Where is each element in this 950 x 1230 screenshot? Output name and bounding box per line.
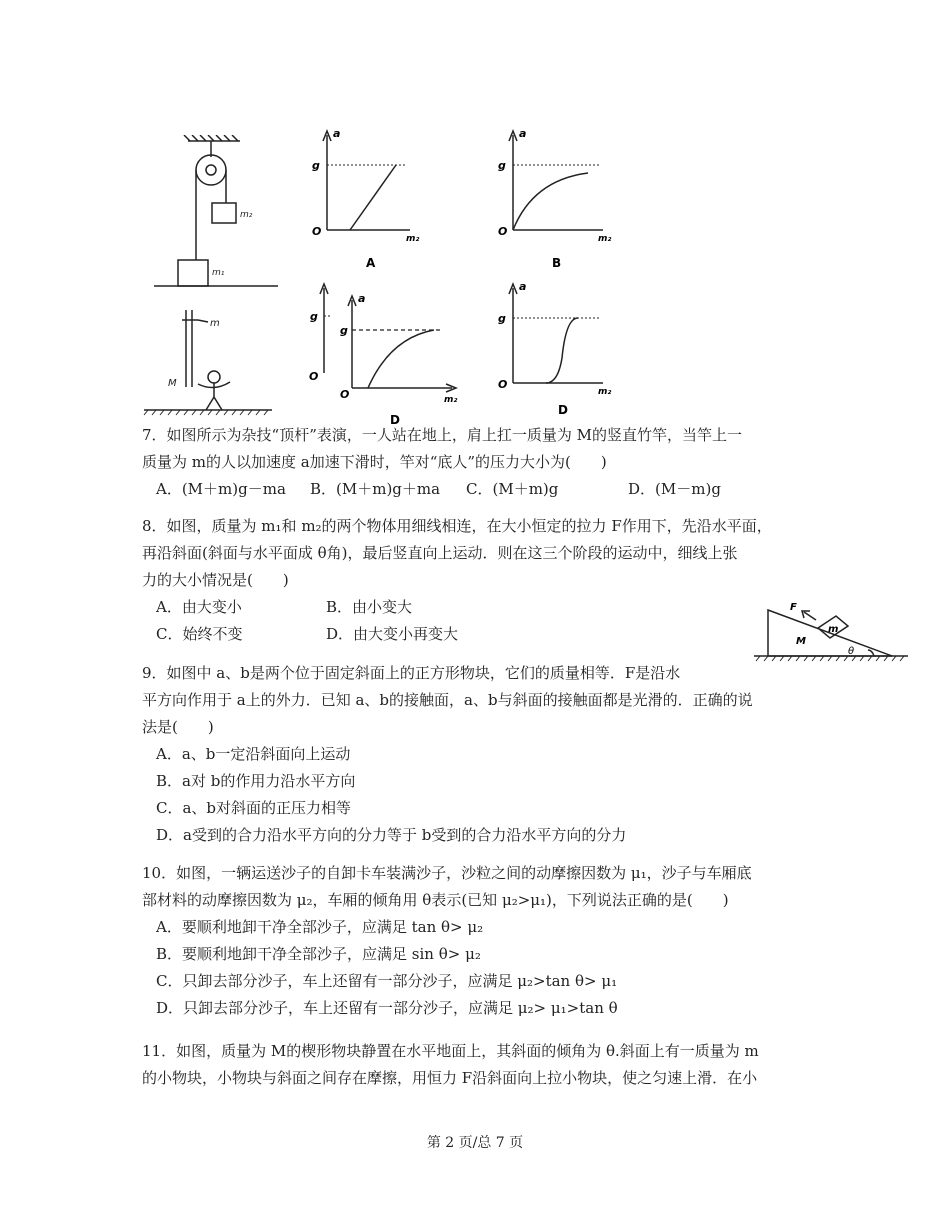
pole-label-M: M <box>168 378 177 389</box>
incline-label-F: F <box>790 602 797 613</box>
pole-figure <box>142 302 282 417</box>
graph-a-axis-g: g <box>312 159 320 172</box>
graph-d-axis-a: a <box>519 280 527 293</box>
q9-option-a: A．a、b一定沿斜面向上运动 <box>156 745 351 763</box>
q8-option-d: D．由大变小再变大 <box>326 625 459 643</box>
graph-b-axis-a: a <box>519 127 527 140</box>
q9-line-2: 平方向作用于 a上的外力．已知 a、b的接触面，a、b与斜面的接触面都是光滑的．正确的说 <box>142 691 753 709</box>
q10-option-c: C．只卸去部分沙子，车上还留有一部分沙子，应满足 μ₂>tan θ> μ₁ <box>156 972 618 990</box>
graph-c <box>302 278 472 428</box>
question-9 <box>142 660 822 849</box>
q10-option-a: A．要顺利地卸干净全部沙子，应满足 tan θ> μ₂ <box>156 918 484 936</box>
graph-c-axis-a: a <box>358 292 366 305</box>
q11-line-1: 11．如图，质量为 M的楔形物块静置在水平地面上，其斜面的倾角为 θ.斜面上有一质量为 m <box>142 1042 759 1060</box>
incline-label-M: M <box>796 636 806 647</box>
q7-option-d: D．(M－m)g <box>628 480 721 498</box>
q8-line-1: 8．如图，质量为 m₁和 m₂的两个物体用细线相连，在大小恒定的拉力 F作用下，先沿水平面， <box>142 517 772 535</box>
page-footer: 第 2 页/总 7 页 <box>426 1135 524 1151</box>
pulley-label-m1: m₁ <box>212 268 225 278</box>
graph-a <box>302 125 422 275</box>
q7-option-b: B．(M＋m)g＋ma <box>310 480 441 498</box>
q7-option-a: A．(M＋m)g－ma <box>156 480 286 498</box>
graph-c-axis-g: g <box>340 324 348 337</box>
pole-label-m: m <box>210 318 220 329</box>
q9-option-c: C．a、b对斜面的正压力相等 <box>156 799 352 817</box>
graph-d-origin: O <box>498 378 508 391</box>
q8-option-c: C．始终不变 <box>156 625 243 643</box>
question-7 <box>142 422 822 503</box>
q7-options <box>142 476 822 503</box>
q9-line-1: 9．如图中 a、b是两个位于固定斜面上的正方形物块，它们的质量相等．F是沿水 <box>142 664 681 682</box>
question-10 <box>142 860 822 1022</box>
q10-option-d: D．只卸去部分沙子，车上还留有一部分沙子，应满足 μ₂> μ₁>tan θ <box>156 999 618 1017</box>
q10-line-1: 10．如图，一辆运送沙子的自卸卡车装满沙子，沙粒之间的动摩擦因数为 μ₁，沙子与车厢底 <box>142 864 752 882</box>
graph-b-caption: B <box>552 256 562 270</box>
q11-line-2: 的小物块，小物块与斜面之间存在摩擦，用恒力 F沿斜面向上拉小物块，使之匀速上滑．在小 <box>142 1069 758 1087</box>
q8-option-a: A．由大变小 <box>156 598 242 616</box>
graph-c-axis-g-left: g <box>310 310 318 323</box>
graph-c-caption: D <box>390 413 400 427</box>
graph-d-axis-x: m₂ <box>598 387 612 397</box>
graph-c-origin: O <box>340 388 350 401</box>
q8-line-3: 力的大小情况是( ) <box>142 571 289 589</box>
graph-d <box>488 278 618 428</box>
graph-b-origin: O <box>498 225 508 238</box>
graph-a-caption: A <box>366 256 376 270</box>
question-11 <box>142 1038 822 1092</box>
q10-line-2: 部材料的动摩擦因数为 μ₂，车厢的倾角用 θ表示(已知 μ₂>μ₁)，下列说法正确的是( ) <box>142 891 729 909</box>
graph-b-axis-g: g <box>498 159 506 172</box>
q9-option-d: D．a受到的合力沿水平方向的分力等于 b受到的合力沿水平方向的分力 <box>156 826 627 844</box>
graph-a-origin: O <box>312 225 322 238</box>
graph-b <box>488 125 618 275</box>
q9-option-b: B．a对 b的作用力沿水平方向 <box>156 772 356 790</box>
graph-c-origin-left: O <box>309 370 319 383</box>
incline-label-theta: θ <box>848 646 855 657</box>
graph-d-caption: D <box>558 403 568 417</box>
q7-option-c: C．(M＋m)g <box>466 480 559 498</box>
graph-b-axis-x: m₂ <box>598 234 612 244</box>
q9-line-3: 法是( ) <box>142 718 214 736</box>
q7-line-1: 7．如图所示为杂技“顶杆”表演，一人站在地上，肩上扛一质量为 M的竖直竹竿，当竿上一 <box>142 426 743 444</box>
pulley-figure <box>150 135 285 295</box>
graph-c-axis-x: m₂ <box>444 395 458 405</box>
graph-a-axis-x: m₂ <box>406 234 420 244</box>
graph-d-axis-g: g <box>498 312 506 325</box>
q8-options-row-1 <box>142 594 822 621</box>
q7-line-2: 质量为 m的人以加速度 a加速下滑时，竿对“底人”的压力大小为( ) <box>142 453 607 471</box>
incline-label-m: m <box>828 624 839 635</box>
question-8 <box>142 513 822 648</box>
q8-line-2: 再沿斜面(斜面与水平面成 θ角)，最后竖直向上运动．则在这三个阶段的运动中，细线上张 <box>142 544 738 562</box>
graph-a-axis-a: a <box>333 127 341 140</box>
q10-option-b: B．要顺利地卸干净全部沙子，应满足 sin θ> μ₂ <box>156 945 481 963</box>
pulley-label-m2: m₂ <box>240 210 253 220</box>
q8-option-b: B．由小变大 <box>326 598 413 616</box>
q8-options-row-2 <box>142 621 822 648</box>
